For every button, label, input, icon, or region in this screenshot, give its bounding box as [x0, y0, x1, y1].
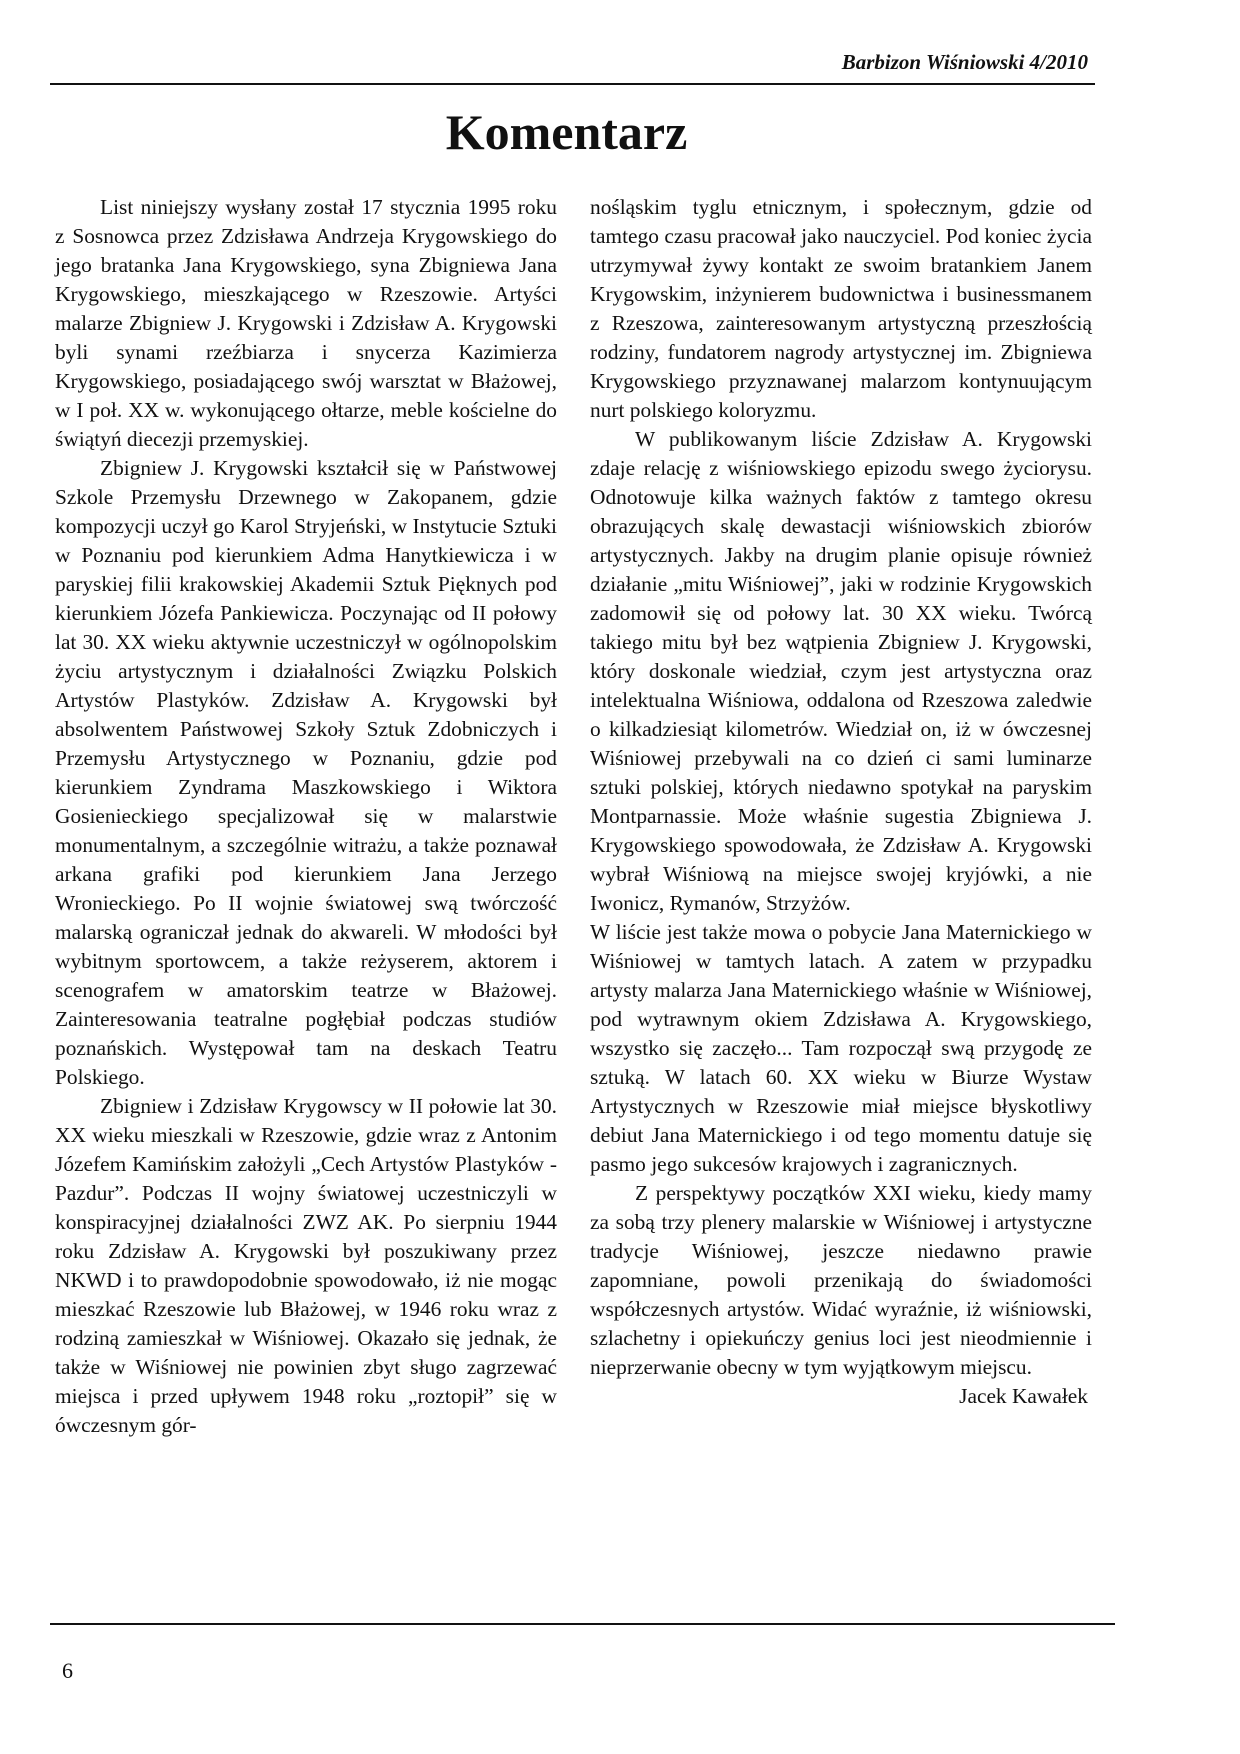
paragraph: nośląskim tyglu etnicznym, i społecznym, gdzie od tamtego czasu pracował jako nauczyciel. Pod koniec życia utrzymywał żywy kontakt ze swoim bratankiem Janem Krygowskim, inżynierem budownictwa i businessmanem z Rzeszowa, zainteresowanym artystyczną przeszłością rodziny, fundatorem nagrody artystycznej im. Zbigniewa Krygowskiego przyznawanej malarzom kontynuującym nurt polskiego koloryzmu. — [590, 195, 1092, 422]
header-rule — [50, 83, 1095, 85]
paragraph: W publikowanym liście Zdzisław A. Krygowski zdaje relację z wiśniowskiego epizodu swego życiorysu. Odnotowuje kilka ważnych faktów z tamtego okresu obrazujących skalę dewastacji wiśniowskich zbiorów artystycznych. Jakby na drugim planie opisuje również działanie „mitu Wiśniowej”, jaki w rodzinie Krygowskich zadomowił się od połowy lat. 30 XX wieku. Twórcą takiego mitu był bez wątpienia Zbigniew J. Krygowski, który doskonale wiedział, czym jest artystyczna oraz intelektualna Wiśniowa, oddalona od Rzeszowa zaledwie o kilkadziesiąt kilometrów. Wiedział on, iż w ówczesnej Wiśniowej przebywali na co dzień ci sami luminarze sztuki polskiej, których niedawno spotykał na paryskim Montparnassie. Może właśnie sugestia Zbigniewa J. Krygowskiego spowodowała, że Zdzisław A. Krygowski wybrał Wiśniową na miejsce swojej kryjówki, a nie Iwonicz, Rymanów, Strzyżów. — [590, 427, 1092, 915]
paragraph: Z perspektywy początków XXI wieku, kiedy mamy za sobą trzy plenery malarskie w Wiśniowej i artystyczne tradycje Wiśniowej, jeszcze niedawno prawie zapomniane, powoli przenikają do świadomości współczesnych artystów. Widać wyraźnie, iż wiśniowski, szlachetny i opiekuńczy genius loci jest nieodmiennie i nieprzerwanie obecny w tym wyjątkowym miejscu. — [590, 1181, 1092, 1379]
author-signature: Jacek Kawałek — [959, 1384, 1088, 1408]
page-number: 6 — [62, 1658, 73, 1683]
paragraph: Zbigniew i Zdzisław Krygowscy w II połowie lat 30. XX wieku mieszkali w Rzeszowie, gdzie wraz z Antonim Józefem Kamińskim założyli „Cech Artystów Plastyków - Pazdur”. Podczas II wojny światowej uczestniczyli w konspiracyjnej działalności ZWZ AK. Po sierpniu 1944 roku Zdzisław A. Krygowski był poszukiwany przez NKWD i to prawdopodobnie spowodowało, iż nie mogąc mieszkać Rzeszowie lub Błażowej, w 1946 roku wraz z rodziną zamieszkał w Wiśniowej. Okazało się jednak, że także w Wiśniowej nie powinien zbyt sługo zagrzewać miejsca i przed upływem 1948 roku „roztopił” się w ówczesnym gór- — [55, 1094, 557, 1437]
paragraph: Zbigniew J. Krygowski kształcił się w Państwowej Szkole Przemysłu Drzewnego w Zakopanem, gdzie kompozycji uczył go Karol Stryjeński, w Instytucie Sztuki w Poznaniu pod kierunkiem Adma Hanytkiewicza i w paryskiej filii krakowskiej Akademii Sztuk Pięknych pod kierunkiem Józefa Pankiewicza. Poczynając od II połowy lat 30. XX wieku aktywnie uczestniczył w ogólnopolskim życiu artystycznym i działalności Związku Polskich Artystów Plastyków. Zdzisław A. Krygowski był absolwentem Państwowej Szkoły Sztuk Zdobniczych i Przemysłu Artystycznego w Poznaniu, gdzie pod kierunkiem Zyndrama Maszkowskiego i Wiktora Gosienieckiego specjalizował się w malarstwie monumentalnym, a szczególnie witrażu, a także poznawał arkana grafiki pod kierunkiem Jana Jerzego Wronieckiego. Po II wojnie światowej swą twórczość malarską ograniczał jednak do akwareli. W młodości był wybitnym sportowcem, a także reżyserem, aktorem i scenografem w amatorskim teatrze w Błażowej. Zainteresowania teatralne pogłębiał podczas studiów poznańskich. Występował tam na deskach Teatru Polskiego. — [55, 456, 557, 1089]
left-column — [55, 193, 557, 1440]
footer-rule — [50, 1623, 1115, 1625]
article-title: Komentarz — [445, 104, 688, 160]
right-column — [590, 193, 1092, 1411]
paragraph: W liście jest także mowa o pobycie Jana Maternickiego w Wiśniowej w tamtych latach. A zatem w przypadku artysty malarza Jana Maternickiego właśnie w Wiśniowej, pod wytrawnym okiem Zdzisława A. Krygowskiego, wszystko się zaczęło... Tam rozpoczął swą przygodę ze sztuką. W latach 60. XX wieku w Biurze Wystaw Artystycznych w Rzeszowie miał miejsce błyskotliwy debiut Jana Maternickiego i od tego momentu datuje się pasmo jego sukcesów krajowych i zagranicznych. — [590, 920, 1092, 1176]
running-header: Barbizon Wiśniowski 4/2010 — [841, 50, 1088, 74]
paragraph: List niniejszy wysłany został 17 stycznia 1995 roku z Sosnowca przez Zdzisława Andrzeja Krygowskiego do jego bratanka Jana Krygowskiego, syna Zbigniewa Jana Krygowskiego, mieszkającego w Rzeszowie. Artyści malarze Zbigniew J. Krygowski i Zdzisław A. Krygowski byli synami rzeźbiarza i snycerza Kazimierza Krygowskiego, posiadającego swój warsztat w Błażowej, w I poł. XX w. wykonującego ołtarze, meble kościelne do świątyń diecezji przemyskiej. — [55, 195, 557, 451]
